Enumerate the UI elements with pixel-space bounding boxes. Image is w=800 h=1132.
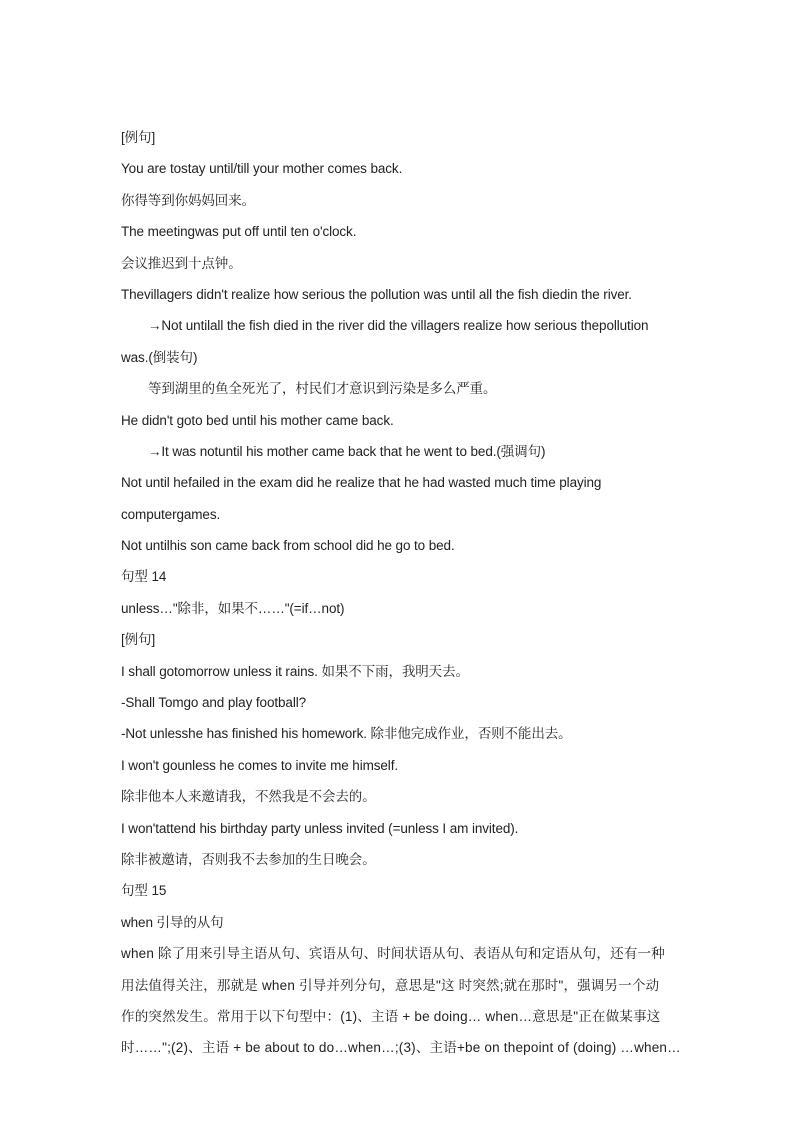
inversion-example-cont: was.(倒装句) [121, 349, 198, 365]
document-body [121, 122, 681, 1064]
example-heading: [例句] [121, 632, 156, 648]
example-sentence-en: He didn't goto bed until his mother came back. [121, 412, 394, 428]
pattern-heading-15: 句型 15 [121, 883, 167, 899]
example-sentence-en: I won'tattend his birthday party unless invited (=unless I am invited). [121, 820, 519, 836]
example-sentence-en: Thevillagers didn't realize how serious the pollution was until all the fish diedin the river. [121, 286, 632, 302]
inversion-example: →Not untilall the fish died in the river did the villagers realize how serious thepollution [148, 318, 649, 334]
dialogue-question: -Shall Tomgo and play football? [121, 695, 307, 711]
example-sentence-en: Not until hefailed in the exam did he realize that he had wasted much time playing [121, 475, 602, 491]
example-sentence: I shall gotomorrow unless it rains. 如果不下雨，我明天去。 [121, 663, 469, 679]
example-sentence-zh: 除非被邀请，否则我不去参加的生日晚会。 [121, 851, 376, 867]
pattern-definition: unless…"除非，如果不……"(=if…not) [121, 600, 345, 616]
example-sentence-zh: 等到湖里的鱼全死光了，村民们才意识到污染是多么严重。 [148, 381, 497, 397]
example-sentence-zh: 会议推迟到十点钟。 [121, 255, 242, 271]
example-sentence-en: Not untilhis son came back from school did he go to bed. [121, 538, 455, 554]
example-heading: [例句] [121, 130, 156, 145]
pattern-definition: when 引导的从句 [121, 914, 224, 930]
dialogue-answer: -Not unlesshe has finished his homework. 除非他完成作业，否则不能出去。 [121, 726, 572, 742]
paragraph-line: 时……";(2)、主语 + be about to do…when…;(3)、主语+be on thepoint of (doing) …when… [121, 1040, 681, 1056]
explanation-paragraph [121, 938, 681, 1064]
example-sentence-en: You are tostay until/till your mother comes back. [121, 161, 403, 177]
example-sentence-zh: 你得等到你妈妈回来。 [121, 192, 255, 208]
example-sentence-en-cont: computergames. [121, 506, 221, 522]
paragraph-line: when 除了用来引导主语从句、宾语从句、时间状语从句、表语从句和定语从句，还有一种 [121, 946, 665, 962]
example-sentence-en: The meetingwas put off until ten o'clock. [121, 224, 357, 240]
example-sentence-en: I won't gounless he comes to invite me himself. [121, 757, 399, 773]
emphatic-example: →It was notuntil his mother came back that he went to bed.(强调句) [148, 443, 546, 459]
paragraph-line: 用法值得关注，那就是 when 引导并列分句，意思是"这 时突然;就在那时"，强调另一个动 [121, 977, 660, 993]
paragraph-line: 作的突然发生。常用于以下句型中：(1)、主语 + be doing… when…意思是"正在做某事这 [121, 1008, 661, 1024]
example-sentence-zh: 除非他本人来邀请我，不然我是不会去的。 [121, 789, 376, 805]
pattern-heading-14: 句型 14 [121, 569, 167, 585]
